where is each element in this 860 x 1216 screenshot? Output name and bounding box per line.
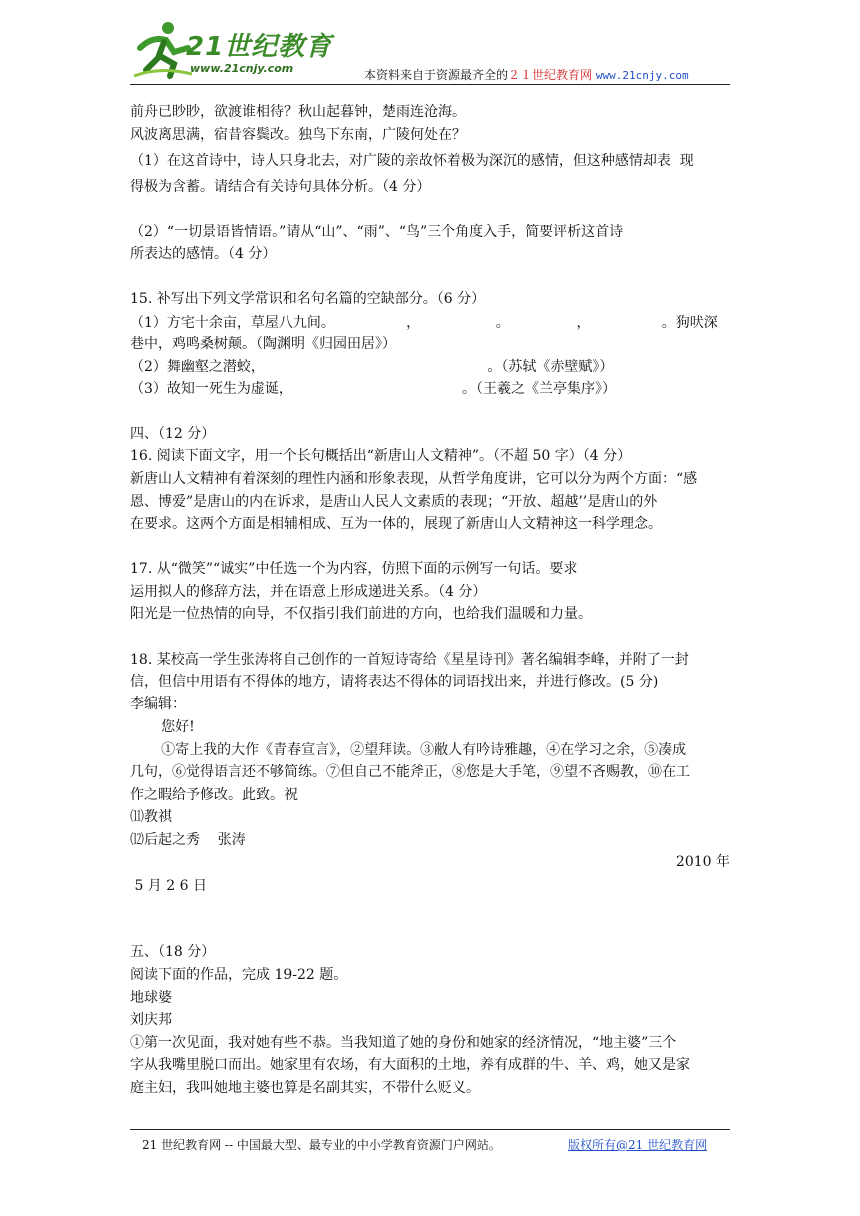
text-line: 阅读下面的作品，完成 19-22 题。 <box>130 967 348 983</box>
text-line: 信，但信中用语有不得体的地方，请将表达不得体的词语找出来，并进行修改。(5 分) <box>130 674 659 690</box>
text-line: 阳光是一位热情的向导，不仅指引我们前进的方向，也给我们温暖和力量。 <box>130 606 592 622</box>
footer-text: 21 世纪教育网 -- 中国最大型、最专业的中小学教育资源门户网站。 <box>142 1138 501 1152</box>
text-line: 作之暇给予修改。此致。祝 <box>130 787 298 803</box>
date-day: 5 月 2 6 日 <box>130 878 207 894</box>
text-line: 恩、博爱”是唐山的内在诉求，是唐山人民人文素质的表现；“开放、超越’’是唐山的外 <box>130 494 658 510</box>
copyright-link[interactable]: 版权所有@21 世纪教育网 <box>568 1138 708 1152</box>
section-heading: 五、（18 分） <box>130 944 216 960</box>
page-header <box>130 18 730 88</box>
text-line: 几句，⑥觉得语言还不够简练。⑦但自己不能斧正，⑧您是大手笔，⑨望不吝赐教，⑩在工 <box>130 764 690 780</box>
text-line: ⑾教祺 <box>130 809 172 825</box>
header-note-site: ２１世纪教育网 <box>508 68 593 82</box>
text-line: 在要求。这两个方面是相辅相成、互为一体的，展现了新唐山人文精神这一科学理念。 <box>130 516 662 532</box>
footer-divider <box>130 1129 730 1130</box>
text-line: 字从我嘴里脱口而出。她家里有农场，有大面积的土地，养有成群的牛、羊、鸡，她又是家 <box>130 1057 690 1073</box>
text-line: 李编辑： <box>130 696 186 712</box>
question-heading: 15. 补写出下列文学常识和名句名篇的空缺部分。（6 分） <box>130 291 486 307</box>
section-heading: 四、（12 分） <box>130 426 216 442</box>
text-line: 风波离思满，宿昔容鬓改。独鸟下东南，广陵何处在？ <box>130 127 466 143</box>
text-line: 新唐山人文精神有着深刻的理性内涵和形象表现，从哲学角度讲，它可以分为两个方面：“感 <box>130 471 698 487</box>
text-line: 巷中，鸡鸣桑树颠。（陶渊明《归园田居》） <box>130 336 396 352</box>
logo-title: 21世纪教育 <box>186 32 333 62</box>
question-heading: 17. 从“微笑”“诚实”中任选一个为内容，仿照下面的示例写一句话。要求 <box>130 561 578 577</box>
text-line: 得极为含蓄。请结合有关诗句具体分析。（4 分） <box>130 179 431 195</box>
runner-logo-icon <box>130 18 194 80</box>
text-line: 您好! <box>130 719 195 735</box>
header-note <box>364 66 689 83</box>
article-title: 地球婆 <box>130 990 172 1006</box>
header-note-url[interactable]: www.21cnjy.com <box>595 69 689 82</box>
text-line: 所表达的感情。（4 分） <box>130 246 277 262</box>
text-line: （1）方宅十余亩，草屋八九间。 ， 。 ， 。狗吠深 <box>130 315 718 331</box>
header-divider <box>130 84 730 85</box>
text-line: ①寄上我的大作《青春宣言》，②望拜读。③敝人有吟诗雅趣，④在学习之余，⑤凑成 <box>130 742 687 758</box>
text-line: （1）在这首诗中，诗人只身北去，对广陵的亲故怀着极为深沉的感情，但这种感情却表 现 <box>130 153 694 169</box>
article-author: 刘庆邦 <box>130 1012 172 1028</box>
text-line: 前舟已眇眇，欲渡谁相待？秋山起暮钟，楚雨连沧海。 <box>130 104 466 120</box>
text-line: （2）舞幽壑之潜蛟， 。（苏轼《赤壁赋》） <box>130 359 614 375</box>
text-line: 运用拟人的修辞方法，并在语意上形成递进关系。（4 分） <box>130 584 487 600</box>
text-line: （2）“一切景语皆情语。”请从“山”、“雨”、“鸟”三个角度入手，简要评析这首诗 <box>130 224 624 240</box>
logo <box>130 18 340 80</box>
header-note-prefix: 本资料来自于资源最齐全的 <box>364 68 509 82</box>
date-year: 2010 年 <box>675 854 730 870</box>
text-line: ⑿后起之秀 张涛 <box>130 832 246 848</box>
logo-url: www.21cnjy.com <box>190 62 294 75</box>
question-heading: 16. 阅读下面文字，用一个长句概括出“新唐山人文精神”。（不超 50 字）（4 分） <box>130 448 632 464</box>
text-line: （3）故知一死生为虚诞， 。（王羲之《兰亭集序》） <box>130 381 617 397</box>
question-heading: 18. 某校高一学生张涛将自己创作的一首短诗寄给《星星诗刊》著名编辑李峰，并附了一封 <box>130 652 689 668</box>
text-line: ①第一次见面，我对她有些不恭。当我知道了她的身份和她家的经济情况，“地主婆”三个 <box>130 1035 677 1051</box>
text-line: 庭主妇，我叫她地主婆也算是名副其实，不带什么贬义。 <box>130 1080 480 1096</box>
